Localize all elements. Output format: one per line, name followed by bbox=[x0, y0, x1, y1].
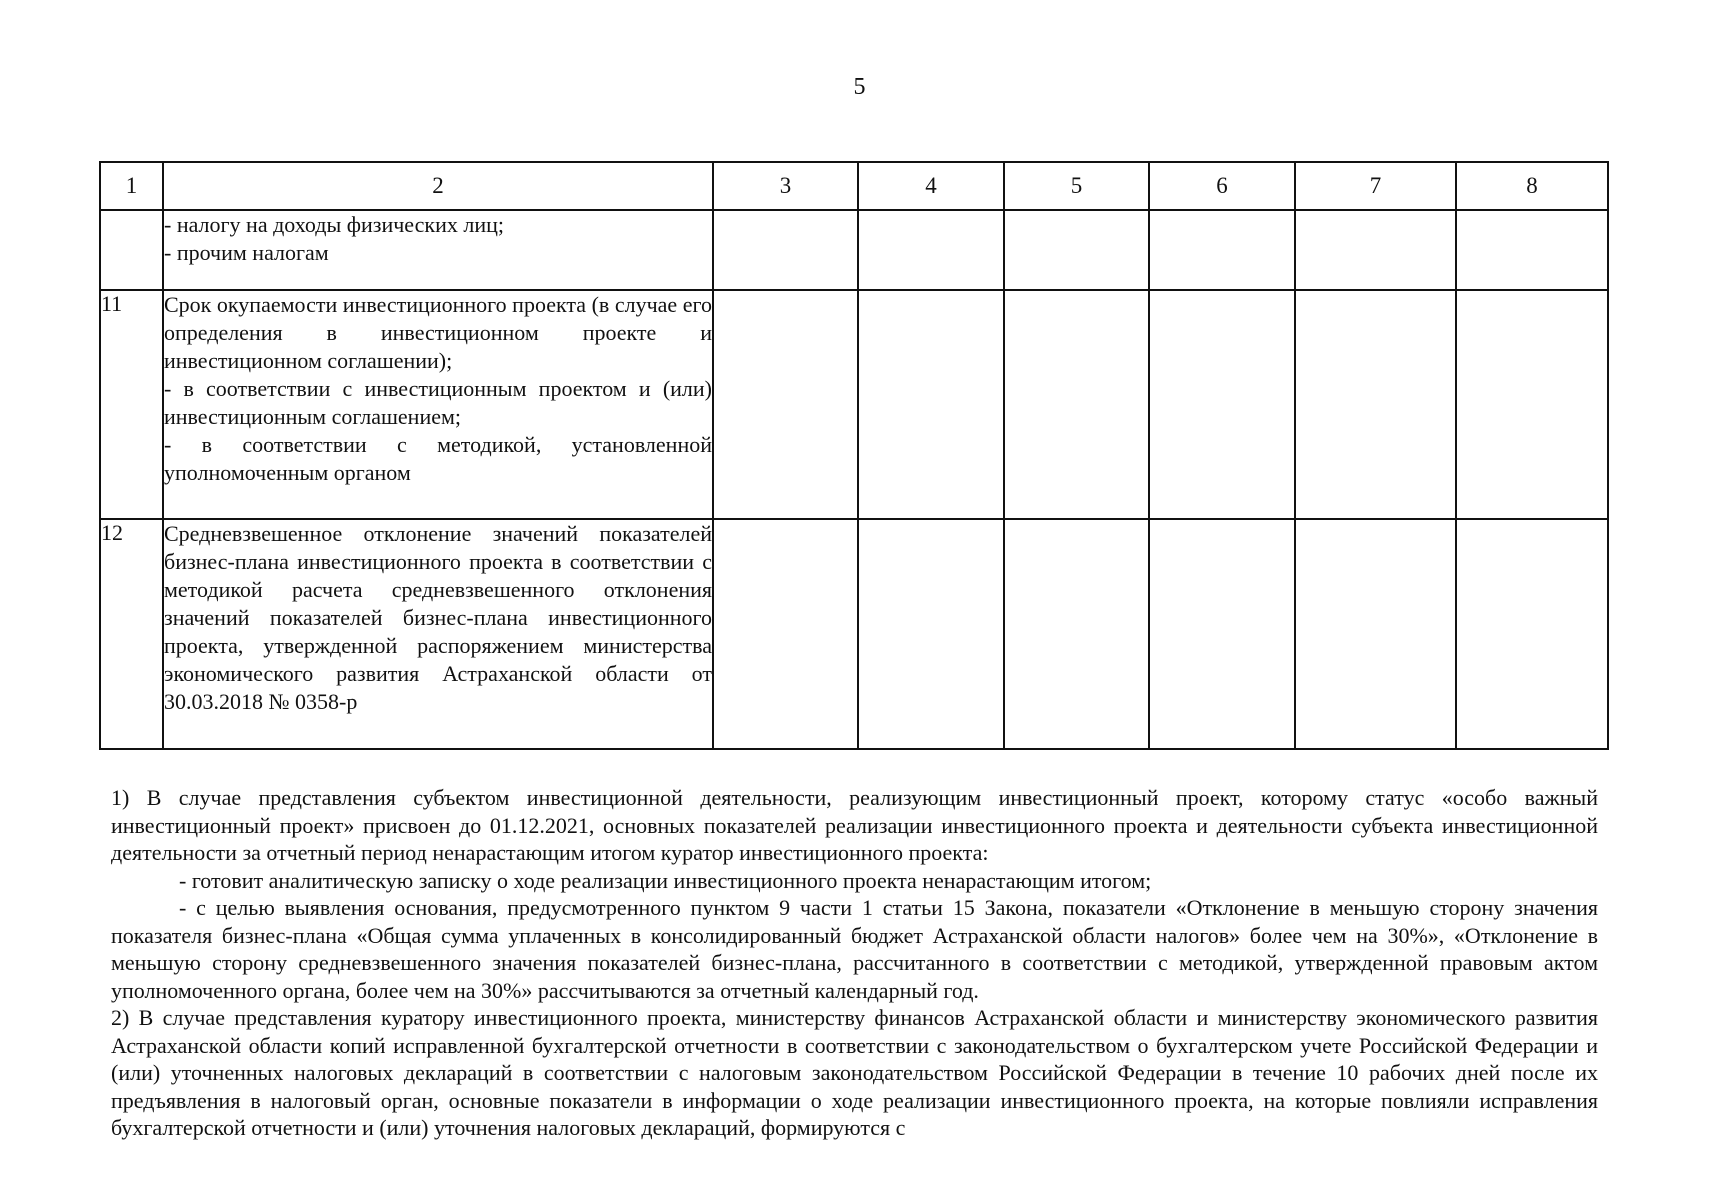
row-number bbox=[100, 210, 163, 290]
table-cell bbox=[1149, 290, 1295, 519]
row-number: 12 bbox=[100, 519, 163, 749]
column-header: 8 bbox=[1456, 162, 1608, 210]
table-header-row bbox=[100, 162, 1608, 210]
indicator-line: Срок окупаемости инвестиционного проекта (в случае его определения в инвестиционном проекте и инвестиционном соглашении); bbox=[164, 292, 712, 373]
table-cell bbox=[713, 519, 858, 749]
table-cell bbox=[858, 210, 1004, 290]
column-header: 3 bbox=[713, 162, 858, 210]
table-cell bbox=[713, 290, 858, 519]
column-header: 4 bbox=[858, 162, 1004, 210]
footnote-1: 1) В случае представления субъектом инвестиционной деятельности, реализующим инвестиционный проект, которому статус «особо важный инвестиционный проект» присвоен до 01.12.2021, основных показателей реализации инвестиционного проекта и деятельности субъекта инвестиционной деятельности за отчетный период ненарастающим итогом куратор инвестиционного проекта: bbox=[111, 785, 1598, 865]
row-number: 11 bbox=[100, 290, 163, 519]
indicator-line: Средневзвешенное отклонение значений показателей бизнес-плана инвестиционного проекта в соответствии с методикой расчета средневзвешенного отклонения значений показателей бизнес-плана инвестиционного проекта, утвержденной распоряжением министерства экономического развития Астраханской области от 30.03.2018 № 0358-р bbox=[164, 521, 712, 714]
indicator-line: - налогу на доходы физических лиц; bbox=[164, 212, 504, 237]
table-row bbox=[100, 290, 1608, 519]
indicator-line: - в соответствии с методикой, установленной уполномоченным органом bbox=[164, 432, 712, 485]
column-header: 6 bbox=[1149, 162, 1295, 210]
indicator-line: - в соответствии с инвестиционным проектом и (или) инвестиционным соглашением; bbox=[164, 376, 712, 429]
page-number: 5 bbox=[853, 74, 866, 100]
table-cell bbox=[713, 210, 858, 290]
column-header: 1 bbox=[100, 162, 163, 210]
table-cell bbox=[1004, 519, 1149, 749]
column-header: 7 bbox=[1295, 162, 1456, 210]
table-cell bbox=[1456, 519, 1608, 749]
row-indicator bbox=[163, 290, 713, 519]
row-indicator bbox=[163, 519, 713, 749]
indicator-line: - прочим налогам bbox=[164, 240, 329, 265]
column-header: 2 bbox=[163, 162, 713, 210]
footnote-1-item: - готовит аналитическую записку о ходе реализации инвестиционного проекта ненарастающим итогом; bbox=[179, 867, 1152, 893]
table-cell bbox=[1295, 210, 1456, 290]
table-cell bbox=[858, 290, 1004, 519]
footnotes bbox=[111, 784, 1598, 1142]
table-row bbox=[100, 519, 1608, 749]
indicators-table bbox=[99, 161, 1609, 750]
table-cell bbox=[1295, 519, 1456, 749]
table-row bbox=[100, 210, 1608, 290]
column-header: 5 bbox=[1004, 162, 1149, 210]
table-cell bbox=[1295, 290, 1456, 519]
table-cell bbox=[858, 519, 1004, 749]
footnote-1-item: - с целью выявления основания, предусмотренного пунктом 9 части 1 статьи 15 Закона, показатели «Отклонение в меньшую сторону значения показателя бизнес-плана «Общая сумма уплаченных в консолидированный бюджет Астраханской области налогов» более чем на 30%», «Отклонение в меньшую сторону средневзвешенного значения показателей бизнес-плана, рассчитанного в соответствии с методикой, утвержденной правовым актом уполномоченного органа, более чем на 30%» рассчитываются за отчетный календарный год. bbox=[111, 895, 1598, 1003]
table-cell bbox=[1149, 519, 1295, 749]
table-cell bbox=[1004, 290, 1149, 519]
table-cell bbox=[1456, 290, 1608, 519]
table-cell bbox=[1149, 210, 1295, 290]
footnote-2: 2) В случае представления куратору инвестиционного проекта, министерству финансов Астраханской области и министерству экономического развития Астраханской области копий исправленной бухгалтерской отчетности в соответствии с законодательством о бухгалтерском учете Российской Федерации и (или) уточненных налоговых деклараций в соответствии с налоговым законодательством Российской Федерации в течение 10 рабочих дней после их предъявления в налоговый орган, основные показатели в информации о ходе реализации инвестиционного проекта, на которые повлияли исправления бухгалтерской отчетности и (или) уточнения налоговых деклараций, формируются с bbox=[111, 1005, 1598, 1140]
table-cell bbox=[1004, 210, 1149, 290]
table-cell bbox=[1456, 210, 1608, 290]
row-indicator bbox=[163, 210, 713, 290]
